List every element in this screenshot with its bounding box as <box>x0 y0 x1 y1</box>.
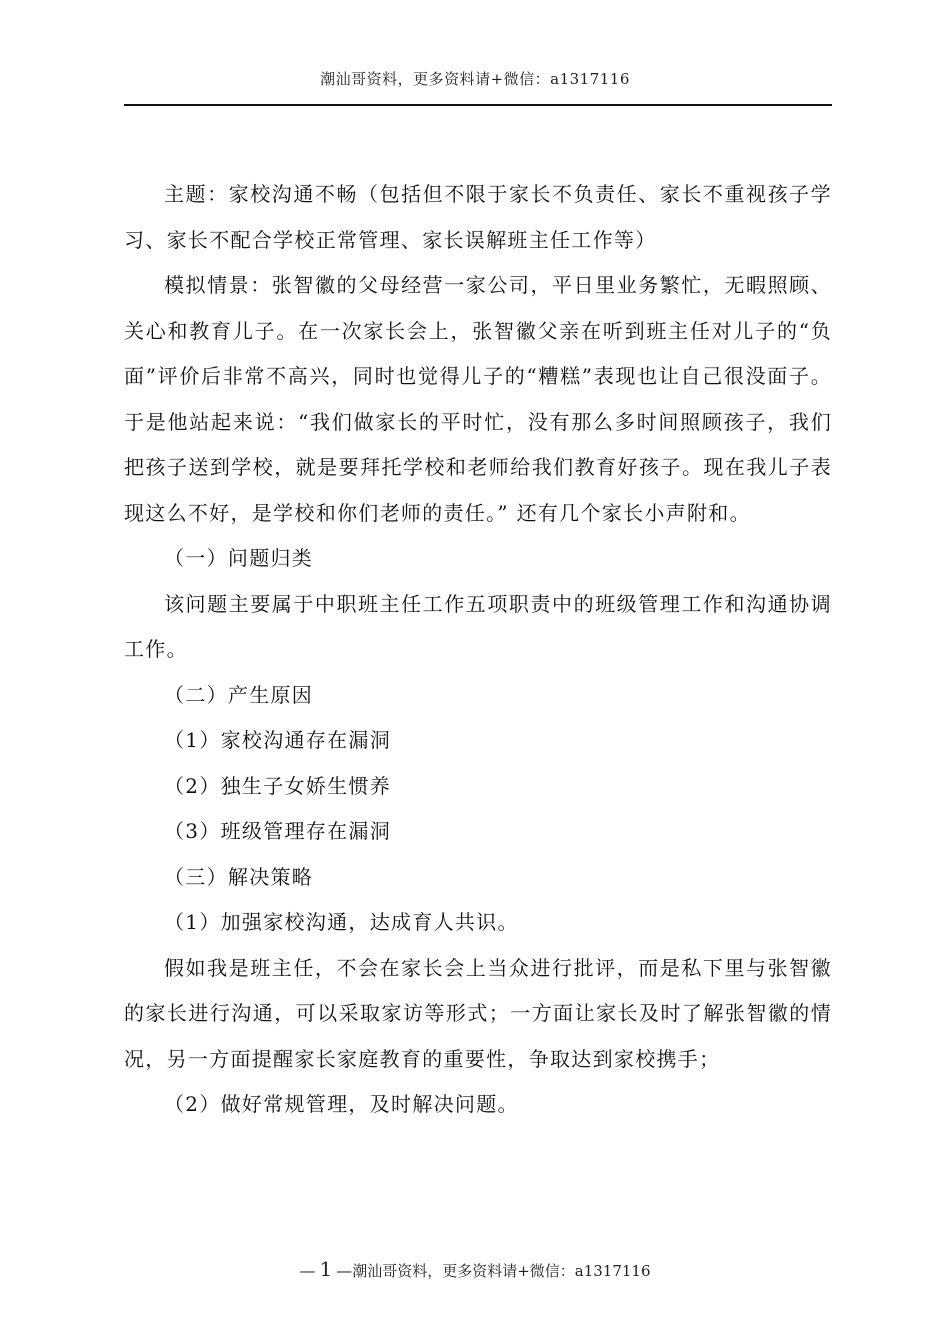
paragraph-topic: 主题：家校沟通不畅（包括但不限于家长不负责任、家长不重视孩子学习、家长不配合学校正常管理、家长误解班主任工作等） <box>124 182 832 252</box>
page-number: 1 <box>319 1257 333 1281</box>
heading-problem-classification: （一）问题归类 <box>164 546 314 570</box>
footer-dash-right: — <box>336 1261 353 1280</box>
cause-item-2: （2）独生子女娇生惯养 <box>164 773 392 798</box>
footer-dash-left: — <box>299 1261 316 1280</box>
footer-text: 潮汕哥资料，更多资料请+微信：a1317116 <box>352 1262 651 1280</box>
document-body <box>124 172 832 1128</box>
strategy-item-1: （1）加强家校沟通，达成育人共识。 <box>164 910 519 934</box>
strategy-item-2: （2）做好常规管理，及时解决问题。 <box>164 1092 519 1116</box>
heading-strategies: （三）解决策略 <box>164 864 314 889</box>
page-header: 潮汕哥资料，更多资料请+微信：a1317116 <box>320 70 630 88</box>
paragraph-scenario: 模拟情景：张智徽的父母经营一家公司，平日里业务繁忙，无暇照顾、关心和教育儿子。在一次家长会上，张智徽父亲在听到班主任对儿子的“负面”评价后非常不高兴，同时也觉得儿子的“糟糕”表现也让自己很没面子。于是他站起来说：“我们做家长的平时忙，没有那么多时间照顾孩子，我们把孩子送到学校，就是要拜托学校和老师给我们教育好孩子。现在我儿子表现这么不好，是学校和你们老师的责任。” 还有几个家长小声附和。 <box>124 273 832 525</box>
paragraph-classification: 该问题主要属于中职班主任工作五项职责中的班级管理工作和沟通协调工作。 <box>124 591 832 661</box>
cause-item-1: （1）家校沟通存在漏洞 <box>164 728 392 752</box>
page-footer <box>0 1257 950 1281</box>
paragraph-strategy-detail: 假如我是班主任，不会在家长会上当众进行批评，而是私下里与张智徽的家长进行沟通，可以采取家访等形式；一方面让家长及时了解张智徽的情况，另一方面提醒家长家庭教育的重要性，争取达到家校携手； <box>124 955 832 1071</box>
cause-item-3: （3）班级管理存在漏洞 <box>164 819 392 843</box>
header-divider <box>124 104 832 106</box>
heading-causes: （二）产生原因 <box>164 682 314 707</box>
